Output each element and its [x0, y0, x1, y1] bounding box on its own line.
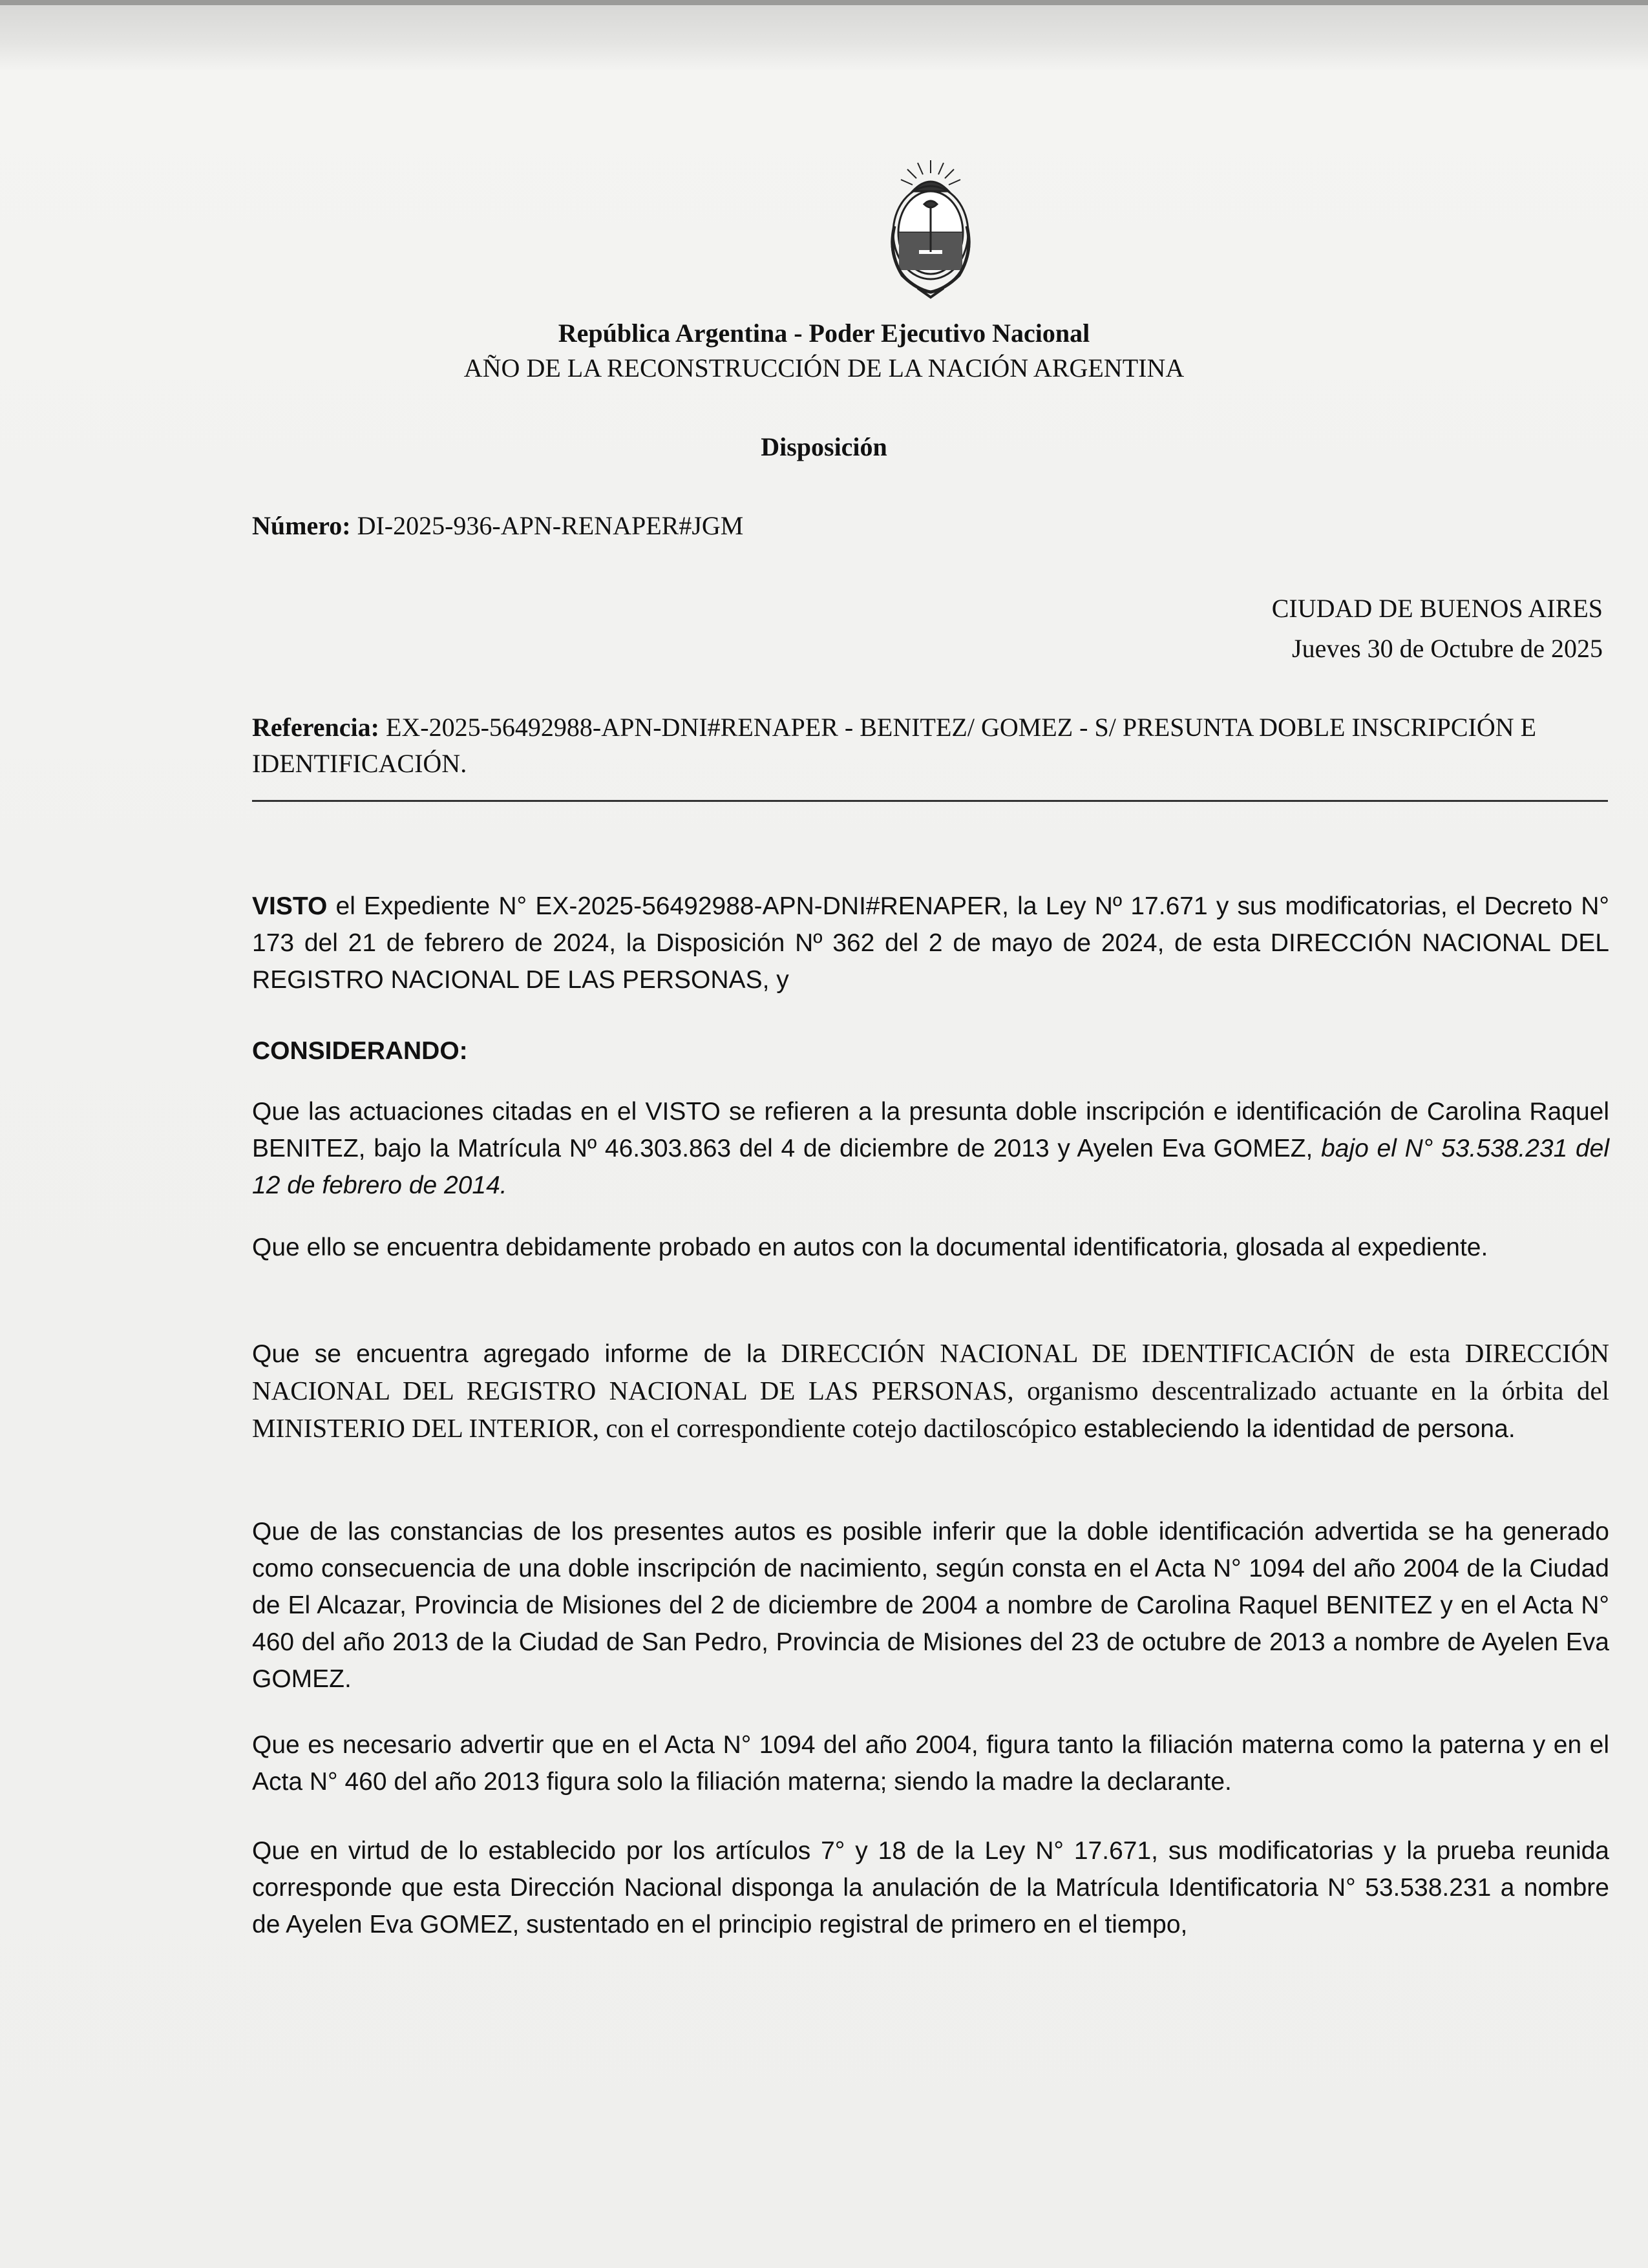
- scan-shadow: [0, 0, 1648, 71]
- paragraph-3-lead: Que se encuentra agregado informe de la: [252, 1340, 766, 1368]
- reference-block: [252, 709, 1545, 782]
- paragraph-6: [252, 1832, 1609, 1943]
- number-label: Número:: [252, 511, 351, 540]
- paragraph-4: [252, 1513, 1609, 1697]
- paragraph-1: [252, 1093, 1609, 1204]
- paragraph-3-middle: DIRECCIÓN NACIONAL DE IDENTIFICACIÓN de esta DIRECCIÓN NACIONAL DEL REGISTRO NACIONAL DE LAS PERSONAS, organismo descentralizado actuante en la órbita del MINISTERIO DEL INTERIOR, con el correspondiente cotejo dactiloscópico: [252, 1338, 1609, 1443]
- coat-of-arms-icon: [879, 155, 982, 304]
- paragraph-1-end: bajo el N° 53.538.231 del 12 de febrero de 2014.: [252, 1135, 1610, 1199]
- paragraph-6-text: Que en virtud de lo establecido por los artículos 7° y 18 de la Ley N° 17.671, sus modificatorias y la prueba reunida corresponde que esta Dirección Nacional disponga la anulación de la Matrícula Identificatoria N° 53.538.231 a nombre de Ayelen Eva GOMEZ, sustentado en el principio registral de primero en el tiempo,: [252, 1837, 1609, 1938]
- paragraph-1-text: Que las actuaciones citadas en el VISTO se refieren a la presunta doble inscripción e identificación de Carolina Raquel BENITEZ, bajo la Matrícula Nº 46.303.863 del 4 de diciembre de 2013 y Ayelen Eva GOMEZ,: [252, 1098, 1609, 1162]
- header-republic-line: República Argentina - Poder Ejecutivo Nacional: [558, 319, 1090, 348]
- paragraph-3: [252, 1335, 1609, 1447]
- visto-text: el Expediente N° EX-2025-56492988-APN-DNI#RENAPER, la Ley Nº 17.671 y sus modificatorias, el Decreto N° 173 del 21 de febrero de 2024, la Disposición Nº 362 del 2 de mayo de 2024, de esta DIRECCIÓN NACIONAL DEL REGISTRO NACIONAL DE LAS PERSONAS, y: [252, 892, 1609, 994]
- visto-label: VISTO: [252, 892, 328, 920]
- paragraph-4-text: Que de las constancias de los presentes autos es posible inferir que la doble identificación advertida se ha generado como consecuencia de una doble inscripción de nacimiento, según consta en el Acta N° 1094 del año 2004 de la Ciudad de El Alcazar, Provincia de Misiones del 2 de diciembre de 2004 a nombre de Carolina Raquel BENITEZ y en el Acta N° 460 del año 2013 de la Ciudad de San Pedro, Provincia de Misiones del 23 de octubre de 2013 a nombre de Ayelen Eva GOMEZ.: [252, 1518, 1609, 1693]
- reference-label: Referencia:: [252, 713, 379, 742]
- document-number: [252, 510, 743, 541]
- reference-value: EX-2025-56492988-APN-DNI#RENAPER - BENITEZ/ GOMEZ - S/ PRESUNTA DOBLE INSCRIPCIÓN E IDENTIFICACIÓN.: [252, 713, 1537, 778]
- visto-paragraph: [252, 888, 1609, 998]
- paragraph-5: [252, 1727, 1609, 1800]
- document-type-title: Disposición: [761, 432, 887, 461]
- number-value: DI-2025-936-APN-RENAPER#JGM: [357, 511, 744, 540]
- scan-edge: [0, 0, 1648, 5]
- place-line: CIUDAD DE BUENOS AIRES: [1271, 594, 1603, 623]
- paragraph-3-end: estableciendo la identidad de persona.: [1083, 1415, 1516, 1443]
- header-divider: [252, 800, 1608, 802]
- considerando-heading: CONSIDERANDO:: [252, 1037, 468, 1065]
- paragraph-2: [252, 1229, 1609, 1266]
- paragraph-5-text: Que es necesario advertir que en el Acta N° 1094 del año 2004, figura tanto la filiación materna como la paterna y en el Acta N° 460 del año 2013 figura solo la filiación materna; siendo la madre la declarante.: [252, 1731, 1609, 1796]
- date-line: Jueves 30 de Octubre de 2025: [1292, 634, 1603, 663]
- paragraph-2-text: Que ello se encuentra debidamente probado en autos con la documental identificatoria, glosada al expediente.: [252, 1234, 1488, 1261]
- header-year-line: AÑO DE LA RECONSTRUCCIÓN DE LA NACIÓN ARGENTINA: [463, 353, 1185, 383]
